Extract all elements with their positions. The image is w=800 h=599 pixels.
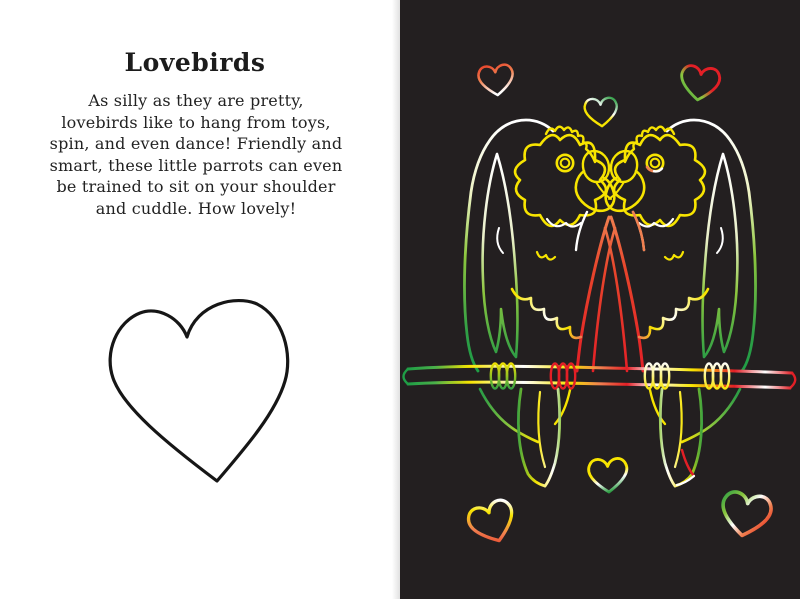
heart-icon — [584, 97, 618, 127]
body-line: As silly as they are pretty, — [88, 91, 304, 110]
page-title: Lovebirds — [124, 48, 266, 77]
heart-outline-path — [110, 301, 288, 481]
heart-icon — [718, 490, 773, 540]
right-bird — [605, 120, 756, 486]
body-line: spin, and even dance! Friendly and — [49, 134, 343, 153]
lovebirds-illustration — [400, 0, 800, 599]
body-line: smart, these little parrots can even — [49, 155, 343, 175]
body-line: lovebirds like to hang from toys, — [61, 112, 331, 132]
body-line: and cuddle. How lovely! — [95, 198, 297, 218]
body-text — [10, 90, 382, 219]
heart-icon — [465, 497, 520, 548]
right-page — [400, 0, 800, 599]
page-gutter-shadow — [392, 0, 400, 599]
heart-icon — [588, 458, 628, 493]
left-bird — [464, 120, 615, 486]
right-tail-red-accent — [682, 450, 694, 476]
heart-icon — [679, 64, 721, 102]
heart-icon — [478, 64, 515, 97]
heart-outline-drawing — [60, 280, 320, 510]
body-line: be trained to sit on your shoulder — [56, 177, 336, 196]
branch — [404, 366, 796, 388]
